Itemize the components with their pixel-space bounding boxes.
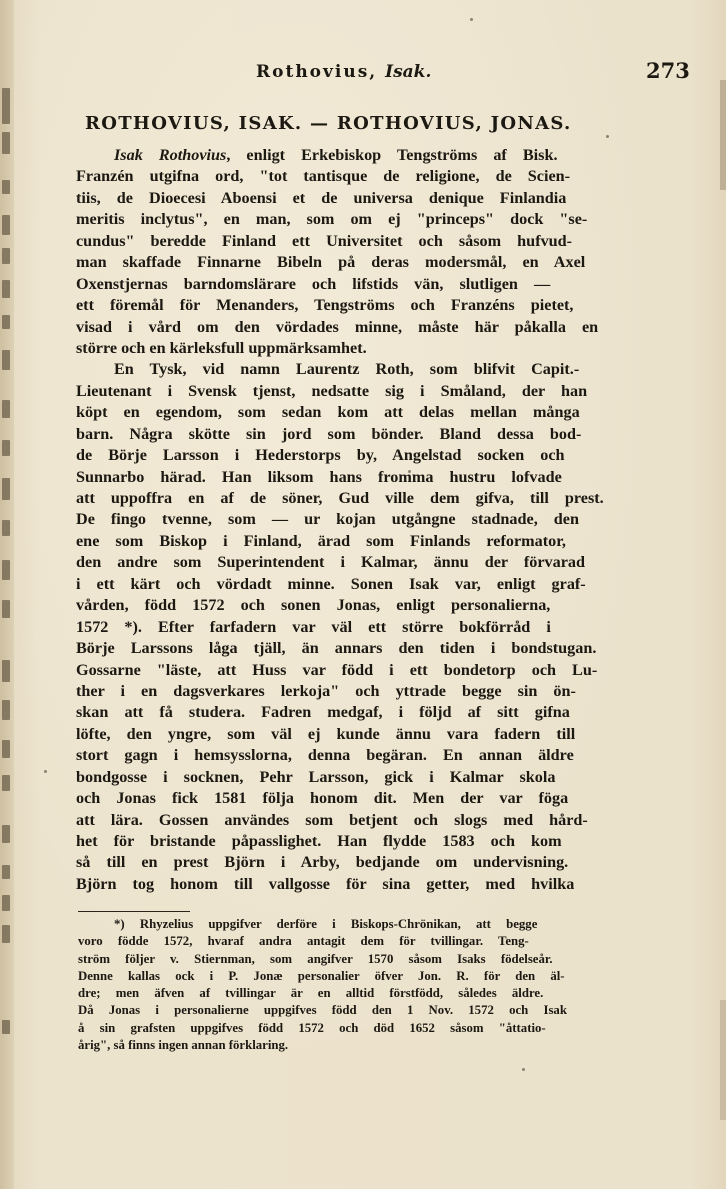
text-line: tiis, de Dioecesi Aboensi et de universa denique Finlandia [76, 188, 567, 207]
text-line: Gossarne "läste, att Huss var född i ett bondetorp och Lu- [76, 660, 598, 679]
text-line: barn. Några skötte sin jord som bönder. Bland dessa bod- [76, 424, 582, 443]
text-line: att lära. Gossen användes som betjent och slogs med hård- [76, 810, 588, 829]
bleed-through-mark [2, 440, 10, 456]
bleed-through-mark [2, 215, 10, 235]
bleed-through-mark [2, 1020, 10, 1034]
paper-speck [44, 770, 47, 773]
text-line: löfte, den yngre, som väl ej kunde ännu vara fadern till [76, 724, 576, 743]
running-head-name: Rothovius, [256, 62, 378, 82]
paper-speck [606, 135, 609, 138]
text-line: stort gagn i hemsysslorna, denna begäran. En annan äldre [76, 746, 574, 765]
text-line: vården, född 1572 och sonen Jonas, enligt personalierna, [76, 596, 551, 615]
text-line: Oxenstjernas barndomslärare och lifstids vän, slutligen — [76, 274, 551, 293]
footnote-rule [78, 911, 190, 912]
bleed-through-mark [2, 925, 10, 943]
running-head-forename: Isak. [385, 62, 432, 82]
bleed-through-mark [2, 132, 10, 154]
body-text [76, 145, 636, 895]
text-line: ett föremål för Menanders, Tengströms och Franzéns pietet, [76, 296, 574, 315]
paper-speck [470, 18, 473, 21]
text-line: cundus" beredde Finland ett Universitet och såsom hufvud- [76, 231, 573, 250]
text-line: 1572 *). Efter farfadern var väl ett större bokförråd i [76, 617, 551, 636]
page-edge-shadow [720, 1000, 726, 1120]
text-line: så till en prest Björn i Arby, bedjande om undervisning. [76, 853, 569, 872]
footnote-line: Denne kallas ock i P. Jonæ personalier öfver Jon. R. för den äl- [78, 968, 565, 983]
text-line: skan att få studera. Fadren medgaf, i följd af sitt gifna [76, 703, 570, 722]
footnotes [78, 916, 636, 1054]
bleed-through-mark [2, 88, 10, 124]
text-line: De fingo tvenne, som — ur kojan utgångne stadnade, den [76, 510, 579, 529]
footnote-line: ström följer v. Stiernman, som angifver 1570 såsom Isaks födelseår. [78, 951, 553, 966]
footnote-line: dre; men äfven af tvillingar är en alltid förstfödd, således äldre. [78, 986, 544, 1001]
text-line: meritis inclytus", en man, som om ej "princeps" dock "se- [76, 210, 588, 229]
article-title: ROTHOVIUS, ISAK. — ROTHOVIUS, JONAS. [85, 113, 572, 134]
text-line: större och en kärleksfull uppmärksamhet. [76, 338, 367, 357]
bleed-through-mark [2, 350, 10, 370]
bleed-through-mark [2, 740, 10, 758]
bleed-through-mark [2, 600, 10, 618]
text-line: Börje Larssons låga tjäll, än annars den tiden i bondstugan. [76, 639, 597, 658]
text-line: bondgosse i socknen, Pehr Larsson, gick i Kalmar skola [76, 767, 556, 786]
bleed-through-mark [2, 478, 10, 500]
bleed-through-mark [2, 400, 10, 418]
text-line: En Tysk, vid namn Laurentz Roth, som blifvit Capit.- [114, 360, 580, 379]
text-line: Björn tog honom till vallgosse för sina getter, med hvilka [76, 874, 575, 893]
bleed-through-mark [2, 700, 10, 720]
bleed-through-mark [2, 280, 10, 298]
bleed-through-mark [2, 180, 10, 194]
running-head [256, 62, 431, 82]
text-line: visad i vård om den vördades minne, måste här påkalla en [76, 317, 599, 336]
author-name: Isak Rothovius [114, 146, 227, 164]
text-line: den andre som Superintendent i Kalmar, ännu der förvarad [76, 553, 585, 572]
footnote-line: *) Rhyzelius uppgifver derföre i Biskops-Chrönikan, att begge [114, 917, 538, 931]
bleed-through-mark [2, 520, 10, 536]
text-line: köpt en egendom, som sedan kom att delas mellan många [76, 403, 580, 422]
text-line: ther i en dagsverkares lerkoja" och yttrade begge sin ön- [76, 681, 576, 700]
bleed-through-mark [2, 560, 10, 580]
text-line: het för bristande påpasslighet. Han flydde 1583 och kom [76, 832, 562, 850]
text-line: att uppoffra en af de söner, Gud ville dem gifva, till prest. [76, 489, 604, 507]
bleed-through-mark [2, 825, 10, 843]
text-line: de Börje Larsson i Hederstorps by, Angelstad socken och [76, 446, 565, 465]
text-line: ene som Biskop i Finland, ärad som Finlands reformator, [76, 531, 566, 550]
text-line: Lieutenant i Svensk tjenst, nedsatte sig i Småland, der han [76, 381, 588, 400]
bleed-through-mark [2, 315, 10, 329]
footnote-line: Då Jonas i personalierne uppgifves född den 1 Nov. 1572 och Isak [78, 1003, 567, 1018]
bleed-through-mark [2, 775, 10, 791]
text-line: Franzén utgifna ord, "tot tantisque de religione, de Scien- [76, 167, 571, 186]
bleed-through-mark [2, 895, 10, 911]
page-edge-shadow [720, 80, 726, 190]
footnote-line: voro födde 1572, hvaraf andra antagit dem för tvillingar. Teng- [78, 934, 529, 949]
bleed-through-mark [2, 248, 10, 264]
footnote-line: å sin grafsten uppgifves född 1572 och död 1652 såsom "åttatio- [78, 1020, 546, 1035]
page-gutter [0, 0, 14, 1189]
text-line: Sunnarbo härad. Han liksom hans fromma hustru lofvade [76, 467, 562, 486]
text-line: man skaffade Finnarne Bibeln på deras modersmål, en Axel [76, 253, 586, 272]
text-line: och Jonas fick 1581 följa honom dit. Men der var föga [76, 789, 569, 808]
bleed-through-mark [2, 660, 10, 682]
page-number: 273 [646, 58, 690, 83]
footnote-line: årig", så finns ingen annan förklaring. [78, 1038, 289, 1053]
text-line: i ett kärt och vördadt minne. Sonen Isak var, enligt graf- [76, 574, 586, 593]
paper-speck [522, 1068, 525, 1071]
text-line: Isak Rothovius, enligt Erkebiskop Tengströms af Bisk. [114, 146, 558, 164]
bleed-through-mark [2, 865, 10, 879]
